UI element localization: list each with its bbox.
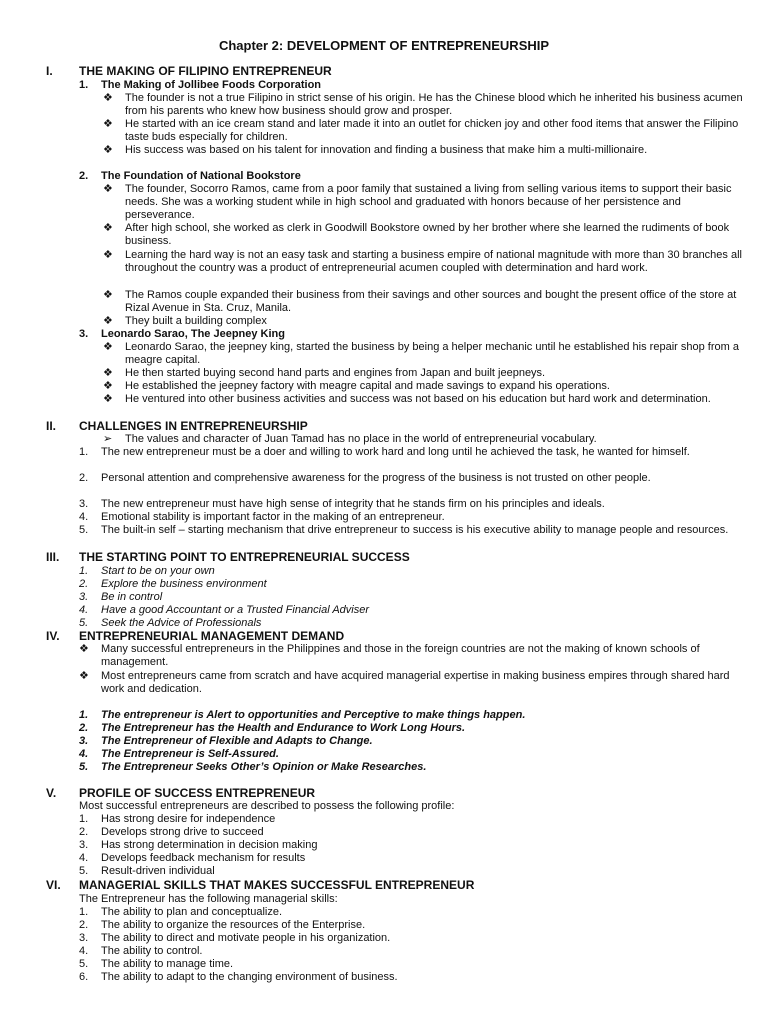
list-item: ❖ His success was based on his talent for innovation and finding a business that make him a multi-millionaire. bbox=[103, 144, 648, 156]
list-item: 4. The ability to control. bbox=[79, 945, 203, 957]
list-item: 4. The Entrepreneur is Self-Assured. bbox=[79, 748, 279, 760]
list-item: 1. The ability to plan and conceptualize. bbox=[79, 906, 283, 918]
list-item: 1. Has strong desire for independence bbox=[79, 813, 276, 825]
list-item: 3. The Entrepreneur of Flexible and Adapts to Change. bbox=[79, 735, 373, 747]
section-1-heading: I. THE MAKING OF FILIPINO ENTREPRENEUR bbox=[46, 64, 332, 78]
list-item: 1. The new entrepreneur must be a doer and willing to work hard and long until he achieved the task, he wanted for himself. bbox=[79, 446, 690, 458]
subsection-1-2: 2. The Foundation of National Bookstore bbox=[79, 170, 301, 182]
list-item: 6. The ability to adapt to the changing environment of business. bbox=[79, 971, 398, 983]
section-4-heading: IV. ENTREPRENEURIAL MANAGEMENT DEMAND bbox=[46, 629, 345, 643]
list-item: ❖ Learning the hard way is not an easy task and starting a business empire of national magnitude with more than 30 branches all throughout the country was a product of entrepreneurial acumen coupled with determination and hard work. bbox=[103, 249, 742, 274]
list-item: 3. The new entrepreneur must have high sense of integrity that he stands firm on his principles and ideals. bbox=[79, 498, 605, 510]
list-item: 3. Has strong determination in decision making bbox=[79, 839, 318, 851]
list-item: 5. Result-driven individual bbox=[79, 865, 215, 877]
list-item: ❖ He then started buying second hand parts and engines from Japan and built jeepneys. bbox=[103, 367, 546, 379]
list-item: 5. Seek the Advice of Professionals bbox=[79, 617, 262, 629]
list-item: ❖ Many successful entrepreneurs in the Philippines and those in the foreign countries are not the making of known schools of management. bbox=[79, 643, 700, 668]
list-item: ➢ The values and character of Juan Tamad has no place in the world of entrepreneurial vocabulary. bbox=[103, 433, 597, 445]
list-item: ❖ He ventured into other business activities and success was not based on his education but hard work and determination. bbox=[103, 393, 711, 405]
list-item: ❖ The Ramos couple expanded their business from their savings and other sources and bought the present office of the store at Rizal Avenue in Sta. Cruz, Manila. bbox=[103, 289, 737, 314]
list-item: ❖ Leonardo Sarao, the jeepney king, started the business by being a helper mechanic until he established his repair shop from a meagre capital. bbox=[103, 341, 739, 366]
list-item: 3. Be in control bbox=[79, 591, 163, 603]
list-item: 2. Personal attention and comprehensive awareness for the progress of the business is not trusted on other people. bbox=[79, 472, 651, 484]
list-item: 4. Have a good Accountant or a Trusted Financial Adviser bbox=[79, 604, 370, 616]
section-6-heading: VI. MANAGERIAL SKILLS THAT MAKES SUCCESSFUL ENTREPRENEUR bbox=[46, 878, 475, 892]
list-item: ❖ They built a building complex bbox=[103, 315, 267, 327]
list-item: 5. The Entrepreneur Seeks Other’s Opinion or Make Researches. bbox=[79, 761, 427, 773]
section-3-heading: III. THE STARTING POINT TO ENTREPRENEURIAL SUCCESS bbox=[46, 550, 410, 564]
list-item: ❖ Most entrepreneurs came from scratch and have acquired managerial expertise in making business empires through shared hard work and dedication. bbox=[79, 670, 730, 695]
subsection-1-1: 1. The Making of Jollibee Foods Corporation bbox=[79, 79, 322, 91]
list-item: 1. Start to be on your own bbox=[79, 565, 215, 577]
chapter-title: Chapter 2: DEVELOPMENT OF ENTREPRENEURSHIP bbox=[218, 38, 550, 53]
section-5-heading: V. PROFILE OF SUCCESS ENTREPRENEUR bbox=[46, 786, 316, 800]
list-item: 2. The ability to organize the resources of the Enterprise. bbox=[79, 919, 366, 931]
list-item: ❖ The founder is not a true Filipino in strict sense of his origin. He has the Chinese blood which he inherited his business acumen from his parents who knew how business should grow and prosper. bbox=[103, 92, 743, 117]
list-item: 5. The built-in self – starting mechanism that drive entrepreneur to success is his executive ability to manage people and resources. bbox=[79, 524, 729, 536]
list-item: ❖ The founder, Socorro Ramos, came from a poor family that sustained a living from selling various items to support their basic needs. She was a working student while in high school and graduated with honors because of her persistence and perseverance. bbox=[103, 183, 732, 221]
section-6-intro: The Entrepreneur has the following managerial skills: bbox=[79, 893, 338, 905]
list-item: 2. The Entrepreneur has the Health and Endurance to Work Long Hours. bbox=[79, 722, 466, 734]
section-5-intro: Most successful entrepreneurs are described to possess the following profile: bbox=[79, 800, 455, 812]
section-2-heading: II. CHALLENGES IN ENTREPRENEURSHIP bbox=[46, 419, 308, 433]
list-item: 2. Explore the business environment bbox=[79, 578, 267, 590]
list-item: 4. Develops feedback mechanism for results bbox=[79, 852, 306, 864]
list-item: ❖ He started with an ice cream stand and later made it into an outlet for chicken joy and other food items that answer the Filipino taste buds especially for children. bbox=[103, 118, 739, 143]
list-item: ❖ After high school, she worked as clerk in Goodwill Bookstore owned by her brother where she learned the rudiments of book business. bbox=[103, 222, 730, 247]
list-item: 3. The ability to direct and motivate people in his organization. bbox=[79, 932, 391, 944]
list-item: 2. Develops strong drive to succeed bbox=[79, 826, 264, 838]
list-item: 5. The ability to manage time. bbox=[79, 958, 234, 970]
subsection-1-3: 3. Leonardo Sarao, The Jeepney King bbox=[79, 328, 285, 340]
list-item: ❖ He established the jeepney factory with meagre capital and made savings to expand his operations. bbox=[103, 380, 610, 392]
list-item: 4. Emotional stability is important factor in the making of an entrepreneur. bbox=[79, 511, 445, 523]
list-item: 1. The entrepreneur is Alert to opportunities and Perceptive to make things happen. bbox=[79, 709, 526, 721]
